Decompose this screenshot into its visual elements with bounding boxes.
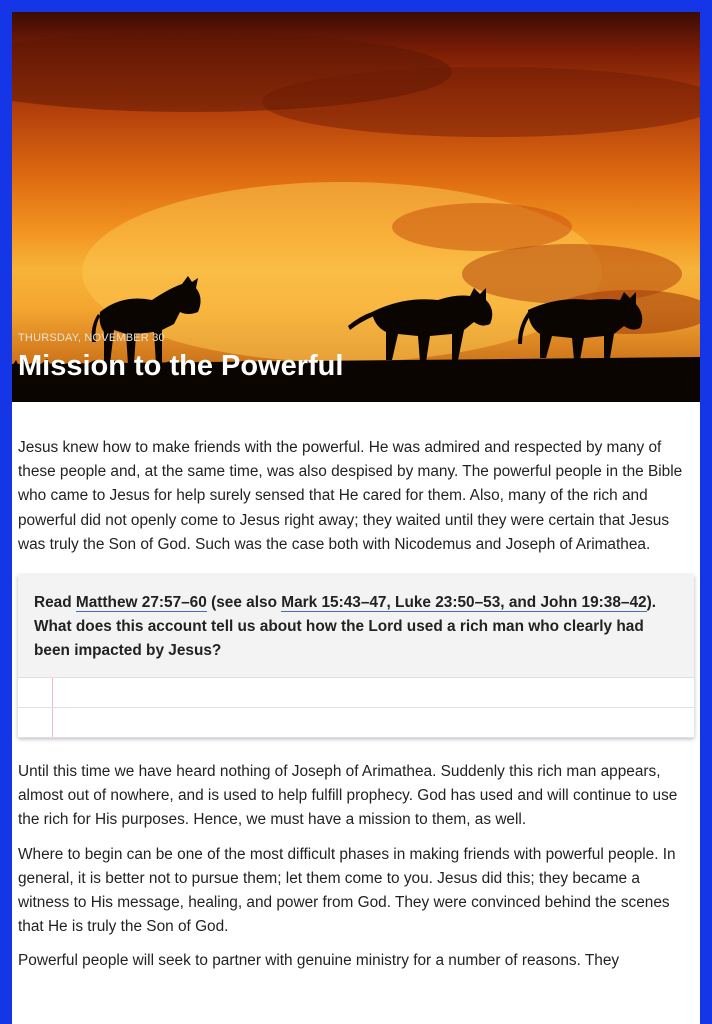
answer-area[interactable] <box>18 677 694 738</box>
paragraph-1: Jesus knew how to make friends with the powerful. He was admired and respected by many of these people and, at the same time, was also despised by many. The powerful people in the Bible who came to Jesus for help surely sensed that He cared for them. Also, many of the rich and powerful did not openly come to Jesus right away; they waited until they were certain that Jesus was truly the Son of God. Such was the case both with Nicodemus and Joseph of Arimathea. <box>18 439 683 553</box>
question-prompt: ). What does this account tell us about how the Lord used a rich man who clearly had been impacted by Jesus? <box>34 594 656 660</box>
question-read-label: Read <box>34 594 76 612</box>
lesson-content <box>12 436 700 974</box>
answer-line[interactable] <box>18 677 694 707</box>
scripture-link-references[interactable]: Mark 15:43–47, Luke 23:50–53, and John 19:38–42 <box>281 594 647 612</box>
paragraph-3: Where to begin can be one of the most difficult phases in making friends with powerful people. In general, it is better not to pursue them; let them come to you. Jesus did this; they became a witness to His message, healing, and power from God. They were convinced behind the scenes that He is truly the Son of God. <box>18 845 676 936</box>
page-title: Mission to the Powerful <box>18 350 344 382</box>
study-question <box>18 575 694 677</box>
reader-page <box>12 12 700 1024</box>
paragraph-4: Powerful people will seek to partner with genuine ministry for a number of reasons. They <box>18 952 620 970</box>
answer-line[interactable] <box>18 707 694 738</box>
scripture-link-matthew[interactable]: Matthew 27:57–60 <box>75 594 207 612</box>
hero-banner <box>12 12 700 402</box>
paragraph-2: Until this time we have heard nothing of Joseph of Arimathea. Suddenly this rich man appears, almost out of nowhere, and is used to help fulfill prophecy. God has used and will continue to use the rich for His purposes. Hence, we must have a mission to them, as well. <box>18 763 678 829</box>
study-question-box <box>18 575 694 738</box>
lesson-date: THURSDAY, NOVEMBER 30 <box>18 332 165 344</box>
question-see-also: (see also <box>206 594 282 612</box>
